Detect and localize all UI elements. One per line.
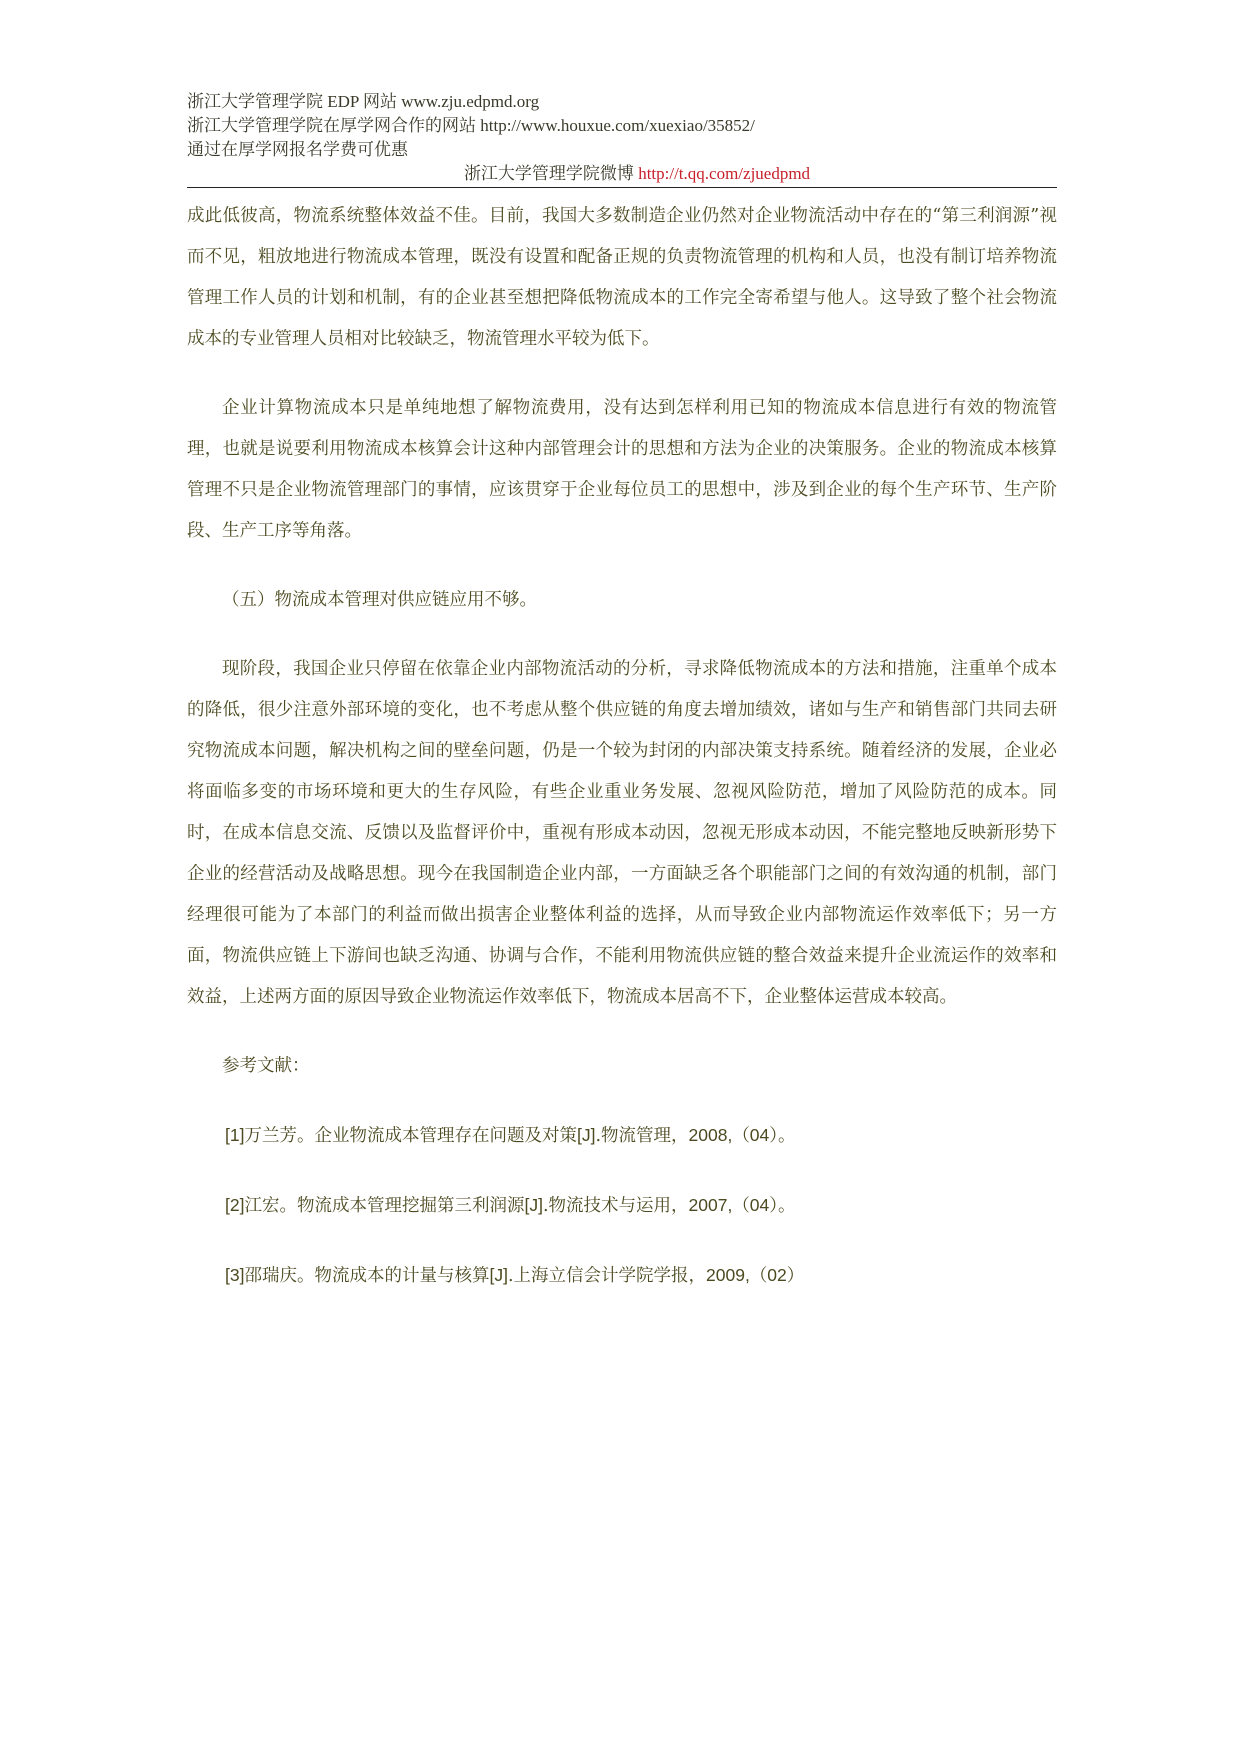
- header-houxue-site: 浙江大学管理学院在厚学网合作的网站 http://www.houxue.com/xuexiao/35852/: [187, 116, 755, 135]
- paragraph-continued: 成此低彼高，物流系统整体效益不佳。目前，我国大多数制造企业仍然对企业物流活动中存在的“第三利润源”视而不见，粗放地进行物流成本管理，既没有设置和配备正规的负责物流管理的机构和人员，也没有制订培养物流管理工作人员的计划和机制，有的企业甚至想把降低物流成本的工作完全寄希望与他人。这导致了整个社会物流成本的专业管理人员相对比较缺乏，物流管理水平较为低下。: [187, 206, 1057, 349]
- header-weibo: [187, 162, 1057, 186]
- header-discount-note: 通过在厚学网报名学费可优惠: [187, 140, 408, 159]
- header-edp-site: 浙江大学管理学院 EDP 网站 www.zju.edpmd.org: [187, 92, 540, 111]
- references-title: 参考文献：: [222, 1056, 310, 1076]
- paragraph-cost-accounting: 企业计算物流成本只是单纯地想了解物流费用，没有达到怎样利用已知的物流成本信息进行有效的物流管理，也就是说要利用物流成本核算会计这种内部管理会计的思想和方法为企业的决策服务。企业的物流成本核算管理不只是企业物流管理部门的事情，应该贯穿于企业每位员工的思想中，涉及到企业的每个生产环节、生产阶段、生产工序等角落。: [187, 398, 1057, 541]
- document-body: [187, 196, 1057, 1297]
- section-heading-5: （五）物流成本管理对供应链应用不够。: [222, 590, 537, 610]
- reference-item-2: [2]江宏。物流成本管理挖掘第三利润源[J].物流技术与运用，2007,（04）。: [225, 1195, 796, 1216]
- weibo-link[interactable]: http://t.qq.com/zjuedpmd: [638, 164, 811, 183]
- header-divider: [187, 187, 1057, 188]
- reference-item-1: [1]万兰芳。企业物流成本管理存在问题及对策[J].物流管理，2008,（04）。: [225, 1125, 796, 1146]
- page-header: [187, 90, 1057, 186]
- reference-item-3: [3]邵瑞庆。物流成本的计量与核算[J].上海立信会计学院学报，2009,（02）: [225, 1265, 805, 1286]
- paragraph-supply-chain: 现阶段，我国企业只停留在依靠企业内部物流活动的分析，寻求降低物流成本的方法和措施，注重单个成本的降低，很少注意外部环境的变化，也不考虑从整个供应链的角度去增加绩效，诸如与生产和销售部门共同去研究物流成本问题，解决机构之间的壁垒问题，仍是一个较为封闭的内部决策支持系统。随着经济的发展，企业必将面临多变的市场环境和更大的生存风险，有些企业重业务发展、忽视风险防范，增加了风险防范的成本。同时，在成本信息交流、反馈以及监督评价中，重视有形成本动因，忽视无形成本动因，不能完整地反映新形势下企业的经营活动及战略思想。现今在我国制造企业内部，一方面缺乏各个职能部门之间的有效沟通的机制，部门经理很可能为了本部门的利益而做出损害企业整体利益的选择，从而导致企业内部物流运作效率低下；另一方面，物流供应链上下游间也缺乏沟通、协调与合作，不能利用物流供应链的整合效益来提升企业流运作的效率和效益，上述两方面的原因导致企业物流运作效率低下，物流成本居高不下，企业整体运营成本较高。: [187, 659, 1057, 1007]
- weibo-label: 浙江大学管理学院微博: [463, 164, 639, 183]
